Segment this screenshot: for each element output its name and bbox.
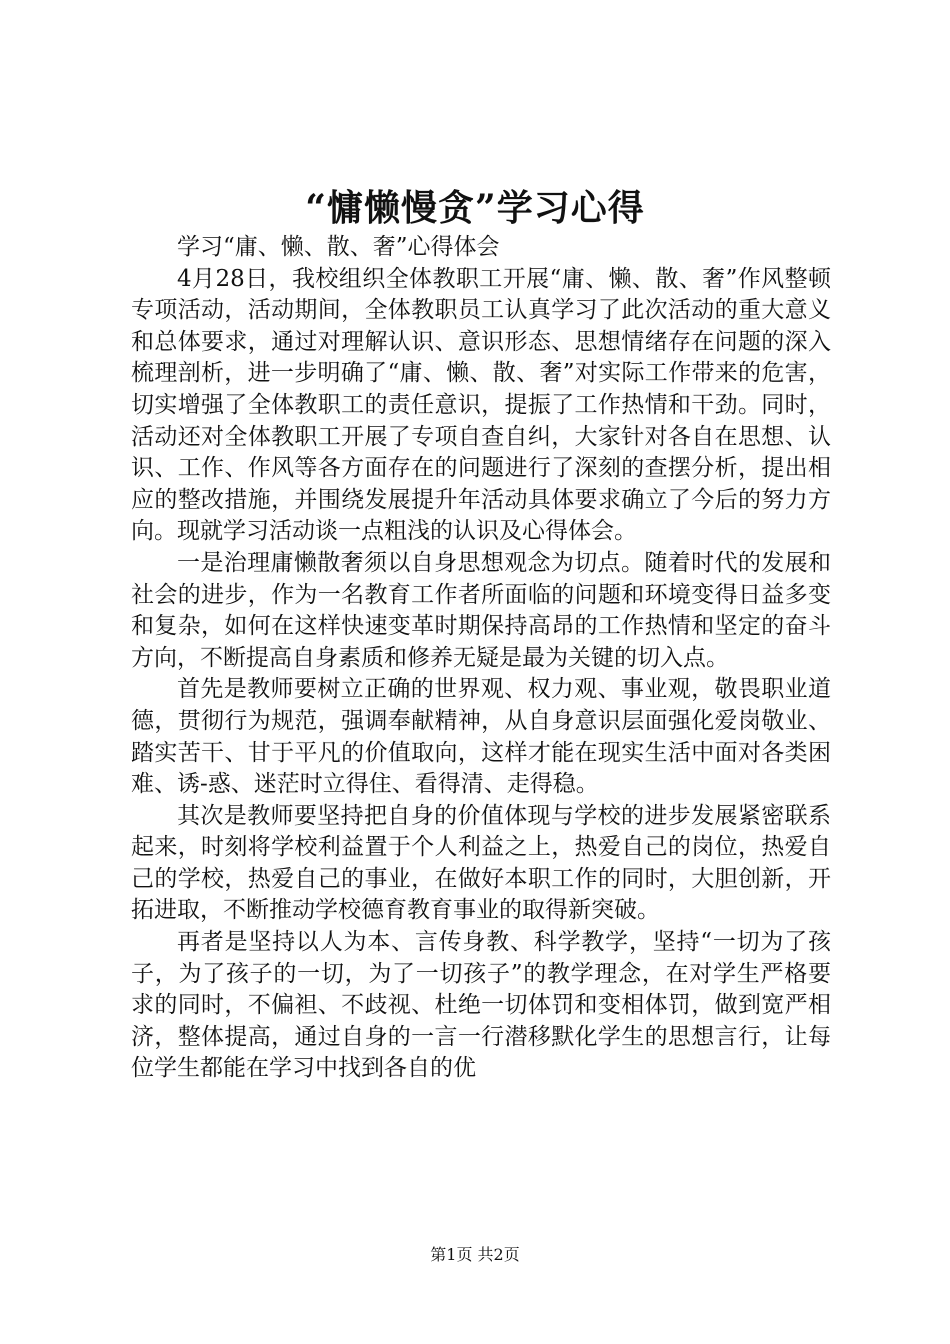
body-paragraph: 4月28日，我校组织全体教职工开展“庸、懒、散、奢”作风整顿专项活动，活动期间，全体教职员工认真学习了此次活动的重大意义和总体要求，通过对理解认识、意识形态、思想情绪存在问题的深入梳理剖析，进一步明确了“庸、懒、散、奢”对实际工作带来的危害，切实增强了全体教职工的责任意识，提振了工作热情和干劲。同时，活动还对全体教职工开展了专项自查自纠，大家针对各自在思想、认识、工作、作风等各方面存在的问题进行了深刻的查摆分析，提出相应的整改措施，并围绕发展提升年活动具体要求确立了今后的努力方向。现就学习活动谈一点粗浅的认识及心得体会。 bbox=[131, 265, 831, 545]
body-paragraph: 再者是坚持以人为本、言传身教、科学教学，坚持“一切为了孩子，为了孩子的一切，为了一切孩子”的教学理念，在对学生严格要求的同时，不偏袒、不歧视、杜绝一切体罚和变相体罚，做到宽严相济，整体提高，通过自身的一言一行潜移默化学生的思想言行，让每位学生都能在学习中找到各自的优 bbox=[131, 929, 831, 1082]
page-footer: 第1页 共2页 bbox=[430, 1245, 520, 1264]
subtitle-paragraph: 学习“庸、懒、散、奢”心得体会 bbox=[177, 234, 500, 260]
body-paragraph: 其次是教师要坚持把自身的价值体现与学校的进步发展紧密联系起来，时刻将学校利益置于个人利益之上，热爱自己的岗位，热爱自己的学校，热爱自己的事业，在做好本职工作的同时，大胆创新，开拓进取，不断推动学校德育教育事业的取得新突破。 bbox=[131, 802, 831, 924]
body-paragraph: 首先是教师要树立正确的世界观、权力观、事业观，敬畏职业道德，贯彻行为规范，强调奉献精神，从自身意识层面强化爱岗敬业、踏实苦干、甘于平凡的价值取向，这样才能在现实生活中面对各类困难、诱-惑、迷茫时立得住、看得清、走得稳。 bbox=[131, 676, 831, 798]
document-title: “慵懒慢贪”学习心得 bbox=[305, 187, 645, 229]
document-body bbox=[131, 232, 831, 1085]
body-paragraph: 一是治理庸懒散奢须以自身思想观念为切点。随着时代的发展和社会的进步，作为一名教育工作者所面临的问题和环境变得日益多变和复杂，如何在这样快速变革时期保持高昂的工作热情和坚定的奋斗方向，不断提高自身素质和修养无疑是最为关键的切入点。 bbox=[131, 549, 831, 671]
